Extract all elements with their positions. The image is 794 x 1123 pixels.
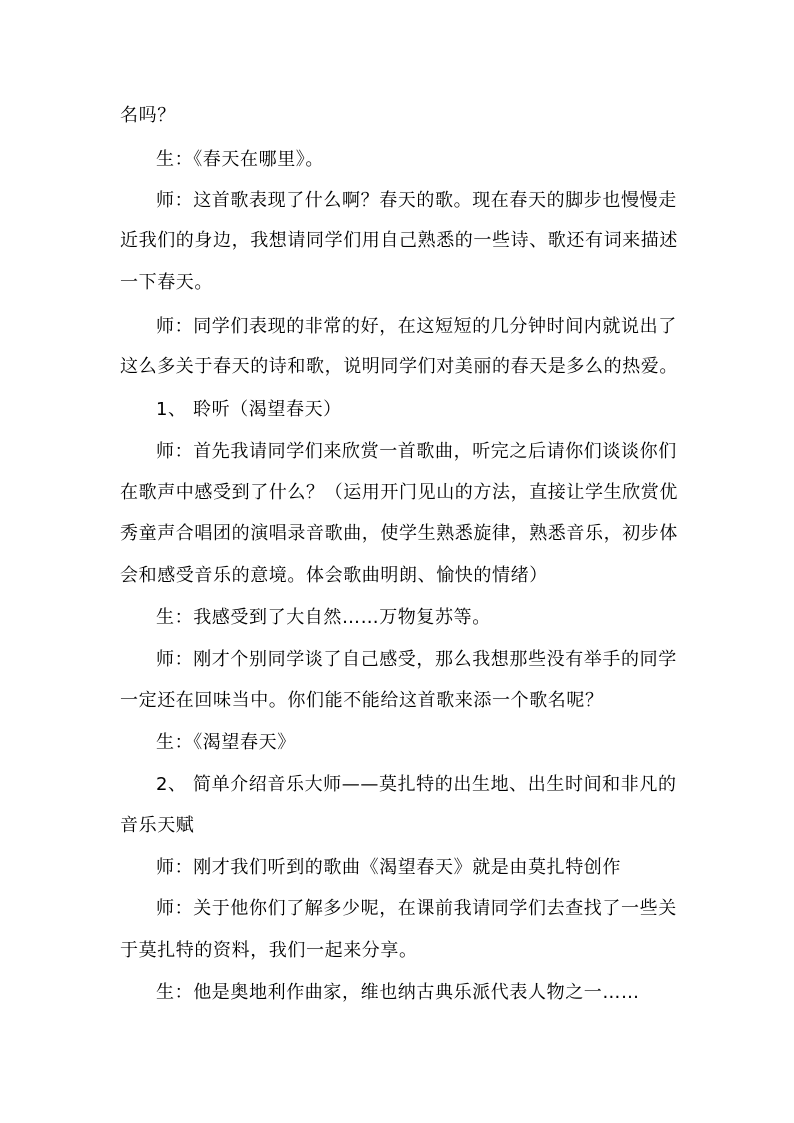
text-line: 一下春天。: [120, 272, 213, 293]
text-line: 生：我感受到了大自然……万物复苏等。: [156, 607, 491, 628]
text-line: 秀童声合唱团的演唱录音歌曲，使学生熟悉旋律，熟悉音乐，初步体: [120, 523, 678, 544]
text-line: 这么多关于春天的诗和歌，说明同学们对美丽的春天是多么的热爱。: [120, 356, 678, 377]
text-line: 师：刚才我们听到的歌曲《渴望春天》就是由莫扎特创作: [156, 857, 621, 878]
text-line: 师：这首歌表现了什么啊？春天的歌。现在春天的脚步也慢慢走: [156, 190, 677, 211]
text-line: 近我们的身边，我想请同学们用自己熟悉的一些诗、歌还有词来描述: [120, 230, 678, 251]
text-line: 师：刚才个别同学谈了自己感受，那么我想那些没有举手的同学: [156, 649, 677, 670]
numbered-heading: 1、 聆听（渴望春天）: [156, 399, 342, 420]
text-line: 会和感受音乐的意境。体会歌曲明朗、愉快的情绪）: [120, 565, 548, 586]
text-line: 师：同学们表现的非常的好，在这短短的几分钟时间内就说出了: [156, 316, 677, 337]
text-line: 生：他是奥地利作曲家，维也纳古典乐派代表人物之一……: [156, 982, 640, 1003]
text-line: 生：《渴望春天》: [156, 732, 296, 753]
text-line: 名吗？: [120, 105, 176, 126]
text-line: 生：《春天在哪里》。: [156, 149, 324, 170]
numbered-heading: 2、 简单介绍音乐大师——莫扎特的出生地、出生时间和非凡的: [156, 774, 677, 795]
text-line: 于莫扎特的资料，我们一起来分享。: [120, 940, 418, 961]
text-line: 一定还在回味当中。你们能不能给这首歌来添一个歌名呢？: [120, 690, 604, 711]
text-line: 师：关于他你们了解多少呢，在课前我请同学们去查找了一些关: [156, 898, 677, 919]
text-line: 在歌声中感受到了什么？（运用开门见山的方法，直接让学生欣赏优: [120, 482, 678, 503]
text-line: 音乐天赋: [120, 815, 195, 836]
text-line: 师：首先我请同学们来欣赏一首歌曲，听完之后请你们谈谈你们: [156, 441, 677, 462]
